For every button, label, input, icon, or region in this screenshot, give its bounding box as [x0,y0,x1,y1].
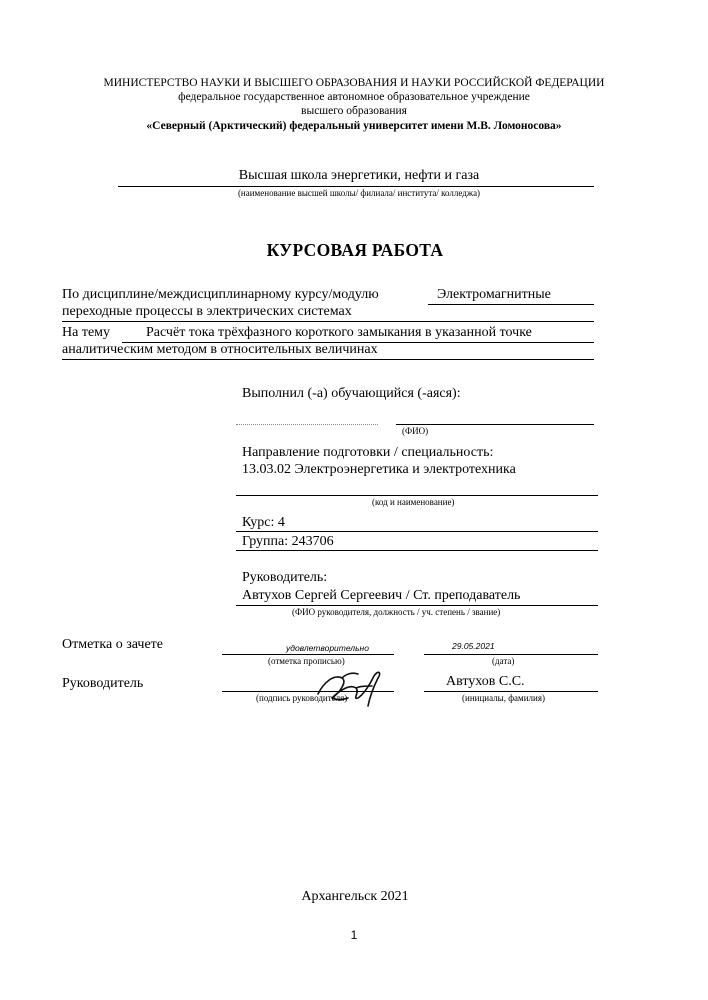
supervisor-caption: (ФИО руководителя, должность / уч. степень / звание) [292,607,501,617]
grade-underline [222,654,394,655]
topic-label: На тему [62,325,111,340]
topic-value-1: Расчёт тока трёхфазного короткого замыкания в указанной точке [146,325,532,340]
course-underline [236,531,598,532]
signature-underline [222,691,394,692]
grade-label: Отметка о зачете [62,637,163,652]
grade-caption: (отметка прописью) [268,656,345,666]
discipline-underline-2 [62,321,594,322]
direction-caption: (код и наименование) [372,497,455,507]
discipline-underline-1 [428,304,594,305]
direction-value: 13.03.02 Электроэнергетика и электротехника [242,462,516,477]
supervisor-value: Автухов Сергей Сергеевич / Ст. преподаватель [242,588,521,603]
student-name-redacted [236,424,378,425]
signature-caption: (подпись руководителя) [256,693,348,703]
course: Курс: 4 [242,515,285,530]
discipline-value-2: переходные процессы в электрических системах [62,304,352,319]
grade-date: 29.05.2021 [452,641,495,651]
direction-underline [236,495,598,496]
supervisor-label: Руководитель: [242,570,328,585]
discipline-label: По дисциплине/междисциплинарному курсу/модулю [62,287,379,302]
city-year: Архангельск 2021 [301,889,409,904]
initials-caption: (инициалы, фамилия) [462,693,545,703]
group-underline [236,550,598,551]
document-title: КУРСОВАЯ РАБОТА [266,240,444,260]
signature-label: Руководитель [62,676,144,691]
school-name: Высшая школа энергетики, нефти и газа [238,168,480,183]
discipline-value-1: Электромагнитные [437,287,551,302]
school-caption: (наименование высшей школы/ филиала/ института/ колледжа) [237,188,481,198]
page-number: 1 [350,928,358,942]
group: Группа: 243706 [242,534,334,549]
supervisor-underline [236,605,598,606]
higher-education: высшего образования [301,105,407,117]
student-label: Выполнил (-а) обучающийся (-аяся): [242,386,461,401]
institution-type: федеральное государственное автономное образовательное учреждение [178,91,530,103]
initials-underline [424,691,598,692]
school-underline [118,186,594,187]
supervisor-initials: Автухов С.С. [446,674,525,689]
grade-value: удовлетворительно [286,643,369,653]
date-underline [424,654,598,655]
date-caption: (дата) [492,656,515,666]
direction-label: Направление подготовки / специальность: [242,445,494,460]
handwritten-signature [312,664,388,710]
university-name: «Северный (Арктический) федеральный университет имени М.В. Ломоносова» [146,120,562,132]
topic-value-2: аналитическим методом в относительных величинах [62,342,378,357]
topic-underline-2 [62,359,594,360]
student-fio-underline [396,424,594,425]
ministry-header: МИНИСТЕРСТВО НАУКИ И ВЫСШЕГО ОБРАЗОВАНИЯ И НАУКИ РОССИЙСКОЙ ФЕДЕРАЦИИ [103,77,605,89]
student-fio-caption: (ФИО) [402,426,429,436]
